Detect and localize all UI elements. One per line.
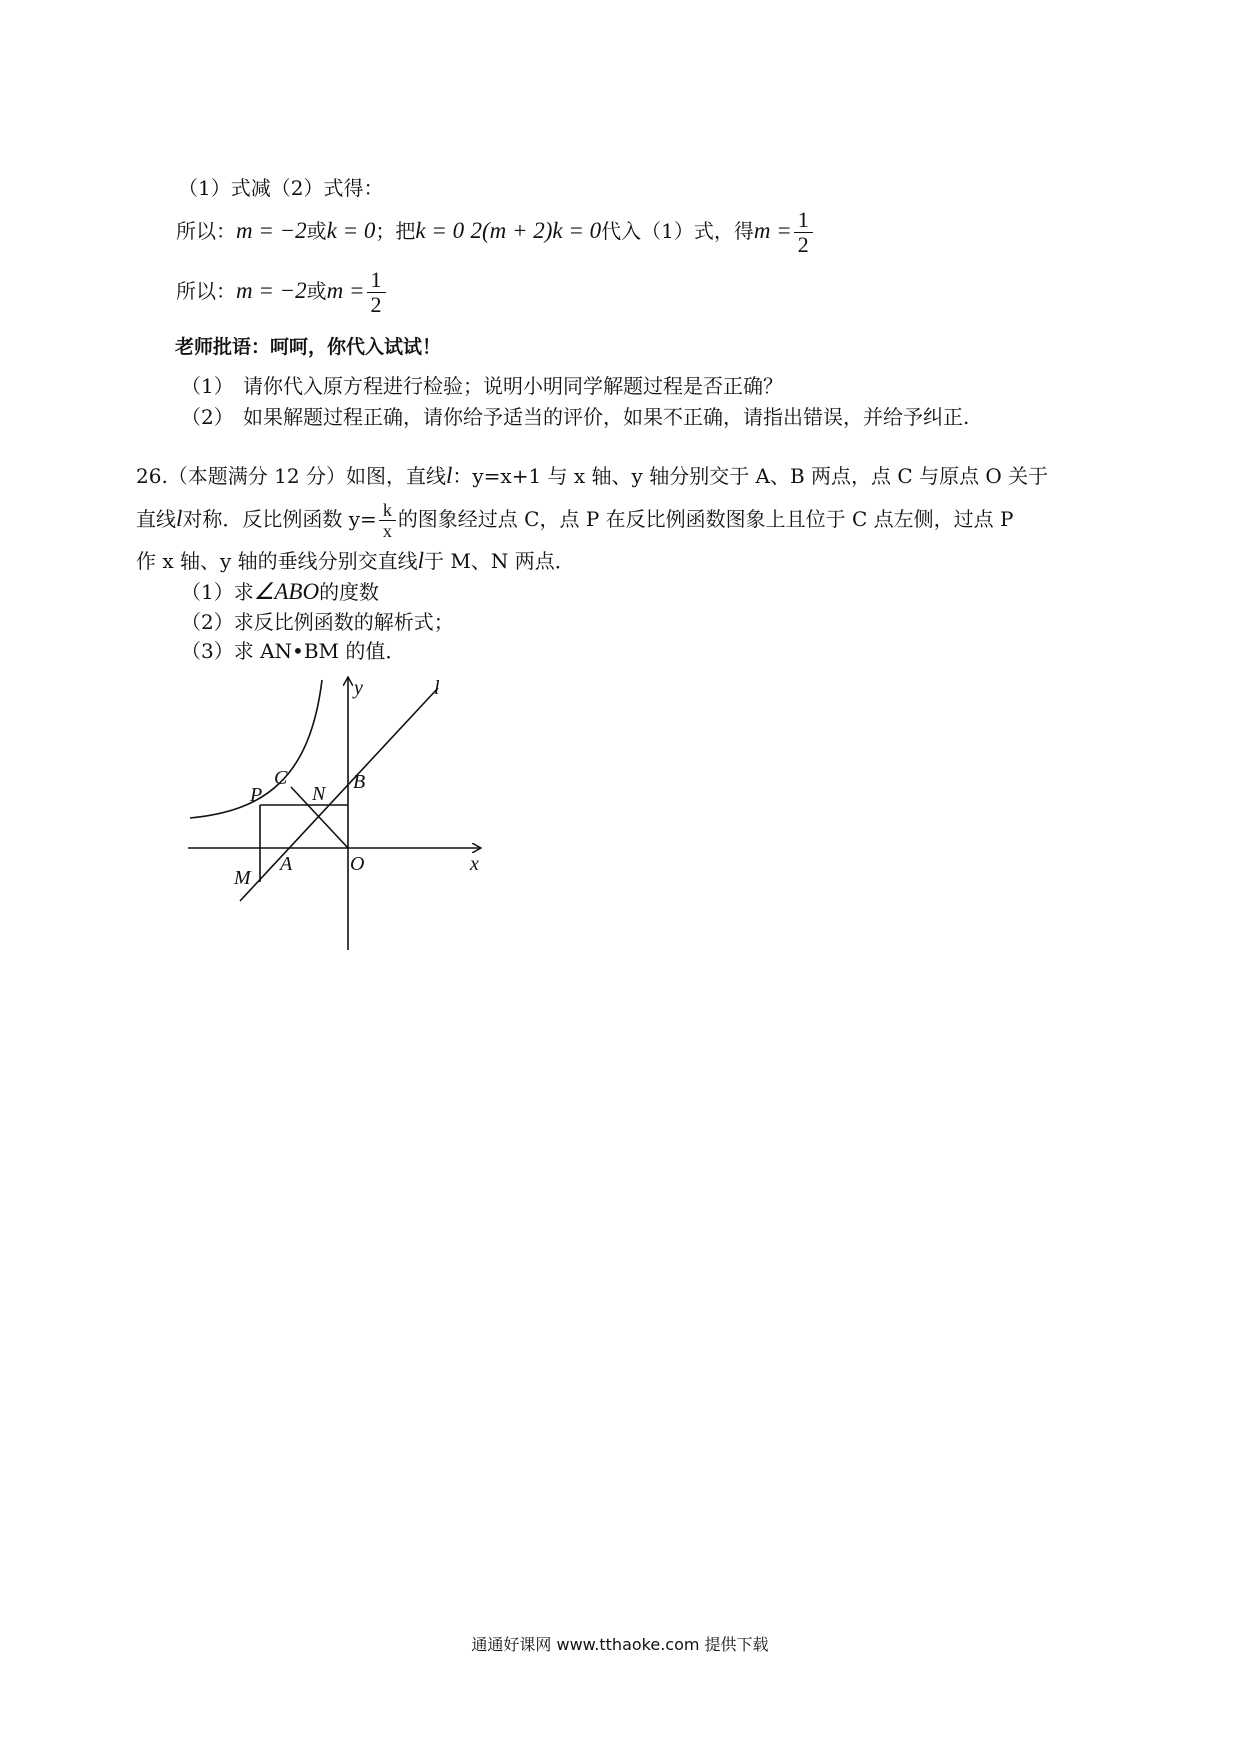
label-x: x [470, 853, 479, 875]
solution-line-2 [176, 208, 815, 257]
task-2-num: （2） [181, 405, 234, 429]
task-2-text: 如果解题过程正确，请你给予适当的评价，如果不正确，请指出错误，并给予纠正. [243, 405, 970, 429]
line2-frac-num: 1 [794, 208, 813, 233]
label-M: M [234, 867, 251, 889]
coordinate-figure [170, 668, 500, 958]
solution-line-3 [176, 268, 388, 317]
line2-sep: ；把 [375, 219, 416, 243]
line3-or: 或 [306, 279, 327, 303]
task-1-num: （1） [181, 374, 234, 398]
line2-m-eq: m = [753, 218, 792, 243]
line3-frac-den: 2 [370, 292, 382, 317]
line2-expr: 2(m + 2)k = 0 [470, 218, 602, 243]
p26-line1-a: 26.（本题满分 12 分）如图，直线 [136, 464, 446, 488]
label-N: N [312, 783, 326, 805]
line3-m-eq: m = [326, 278, 365, 303]
line2-k-eq-0: k = 0 [326, 218, 376, 243]
line-l [240, 688, 438, 901]
label-l: l [434, 677, 440, 699]
line3-prefix: 所以： [176, 279, 236, 303]
teacher-comment: 老师批语：呵呵，你代入试试！ [175, 336, 442, 358]
p26-frac-den: x [382, 521, 392, 541]
line2-k-eq-0-b: k = 0 [415, 218, 465, 243]
p26-line3-b: 于 M、N 两点． [424, 549, 575, 573]
p26-line1-b: ：y=x+1 与 x 轴、y 轴分别交于 A、B 两点，点 C 与原点 O 关于 [452, 464, 1049, 488]
task-1 [181, 372, 783, 400]
solution-line-1: （1）式减（2）式得： [178, 176, 384, 200]
task-1-text: 请你代入原方程进行检验；说明小明同学解题过程是否正确？ [243, 374, 783, 398]
label-P: P [250, 784, 263, 806]
p26-line2-l: l [176, 506, 183, 531]
line2-m-eq-neg2: m = −2 [236, 218, 307, 243]
q1-b: 的度数 [319, 580, 380, 604]
label-O: O [350, 853, 365, 875]
problem-26-line-1 [136, 462, 1048, 490]
task-2 [181, 403, 969, 431]
line3-fraction [367, 268, 386, 317]
p26-line-l: l [445, 463, 453, 488]
line3-m-eq-neg2: m = −2 [236, 278, 307, 303]
line2-fraction [794, 208, 813, 257]
label-A: A [280, 853, 293, 875]
question-2: （2）求反比例函数的解析式； [181, 610, 454, 634]
problem-26-line-3 [136, 547, 575, 575]
q1-angle: ∠ABO [253, 579, 320, 604]
label-B: B [353, 771, 366, 793]
p26-line3-l: l [417, 548, 425, 573]
question-3: （3）求 AN•BM 的值． [181, 639, 406, 663]
line2-frac-den: 2 [797, 232, 809, 257]
p26-line2-b: 对称．反比例函数 y= [182, 507, 377, 531]
line2-or: 或 [306, 219, 327, 243]
question-1 [181, 578, 379, 606]
p26-line2-c: 的图象经过点 C，点 P 在反比例函数图象上且位于 C 点左侧，过点 P [397, 507, 1014, 531]
problem-26-line-2 [136, 500, 1013, 541]
line3-frac-num: 1 [367, 268, 386, 293]
label-C: C [274, 767, 288, 789]
label-y: y [354, 677, 363, 699]
line2-prefix: 所以： [176, 219, 236, 243]
q1-a: （1）求 [181, 580, 254, 604]
page-footer: 通通好课网 www.tthaoke.com 提供下载 [471, 1635, 769, 1654]
p26-fraction [379, 500, 396, 541]
line2-sub-text: 代入（1）式，得 [601, 219, 754, 243]
p26-frac-num: k [379, 500, 396, 521]
p26-line2-a: 直线 [136, 507, 176, 531]
p26-line3-a: 作 x 轴、y 轴的垂线分别交直线 [136, 549, 418, 573]
